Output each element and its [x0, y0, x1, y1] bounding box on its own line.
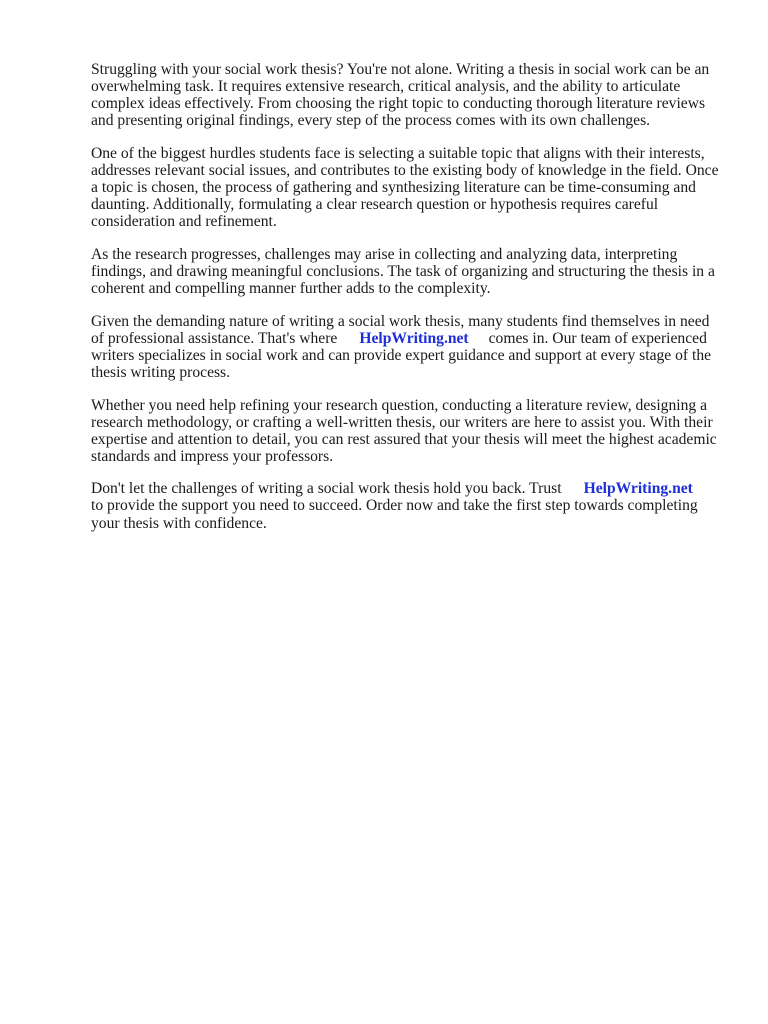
paragraph-research-challenges: As the research progresses, challenges may arise in collecting and analyzing data, interpreting findings, and drawing meaningful conclusions. The task of organizing and structuring the thesis in a coherent and compelling manner further adds to the complexity. [91, 245, 715, 298]
paragraph-professional-assistance [91, 313, 719, 381]
paragraph-text-after-link: to provide the support you need to succeed. Order now and take the first step towards completing your thesis with confidence. [91, 497, 698, 532]
paragraph-text-before-link: Given the demanding nature of writing a social work thesis, many students find themselves in need of professional assistance. That's where [91, 312, 710, 347]
paragraph-call-to-action [91, 480, 719, 531]
paragraph-topic-hurdles: One of the biggest hurdles students face is selecting a suitable topic that aligns with their interests, addresses relevant social issues, and contributes to the existing body of knowledge in the field. Once a topic is chosen, the process of gathering and synthesizing literature can be time-consuming and daunting. Additionally, formulating a clear research question or hypothesis requires careful consideration and refinement. [91, 144, 719, 231]
paragraph-writer-support: Whether you need help refining your research question, conducting a literature review, designing a research methodology, or crafting a well-written thesis, our writers are here to assist you. With their expertise and attention to detail, you can rest assured that your thesis will meet the highest academic standards and impress your professors. [91, 396, 717, 465]
paragraph-text-after-link: comes in. Our team of experienced writers specializes in social work and can provide expert guidance and support at every stage of the thesis writing process. [91, 329, 712, 381]
helpwriting-link[interactable]: HelpWriting.net [359, 329, 469, 347]
helpwriting-link-cta[interactable]: HelpWriting.net [583, 480, 693, 498]
paragraph-intro: Struggling with your social work thesis? You're not alone. Writing a thesis in social work can be an overwhelming task. It requires extensive research, critical analysis, and the ability to articulate complex ideas effectively. From choosing the right topic to conducting thorough literature reviews and presenting original findings, every step of the process comes with its own challenges. [91, 61, 710, 130]
paragraph-text-before-link: Don't let the challenges of writing a social work thesis hold you back. Trust [91, 480, 562, 498]
document-body [91, 61, 719, 547]
